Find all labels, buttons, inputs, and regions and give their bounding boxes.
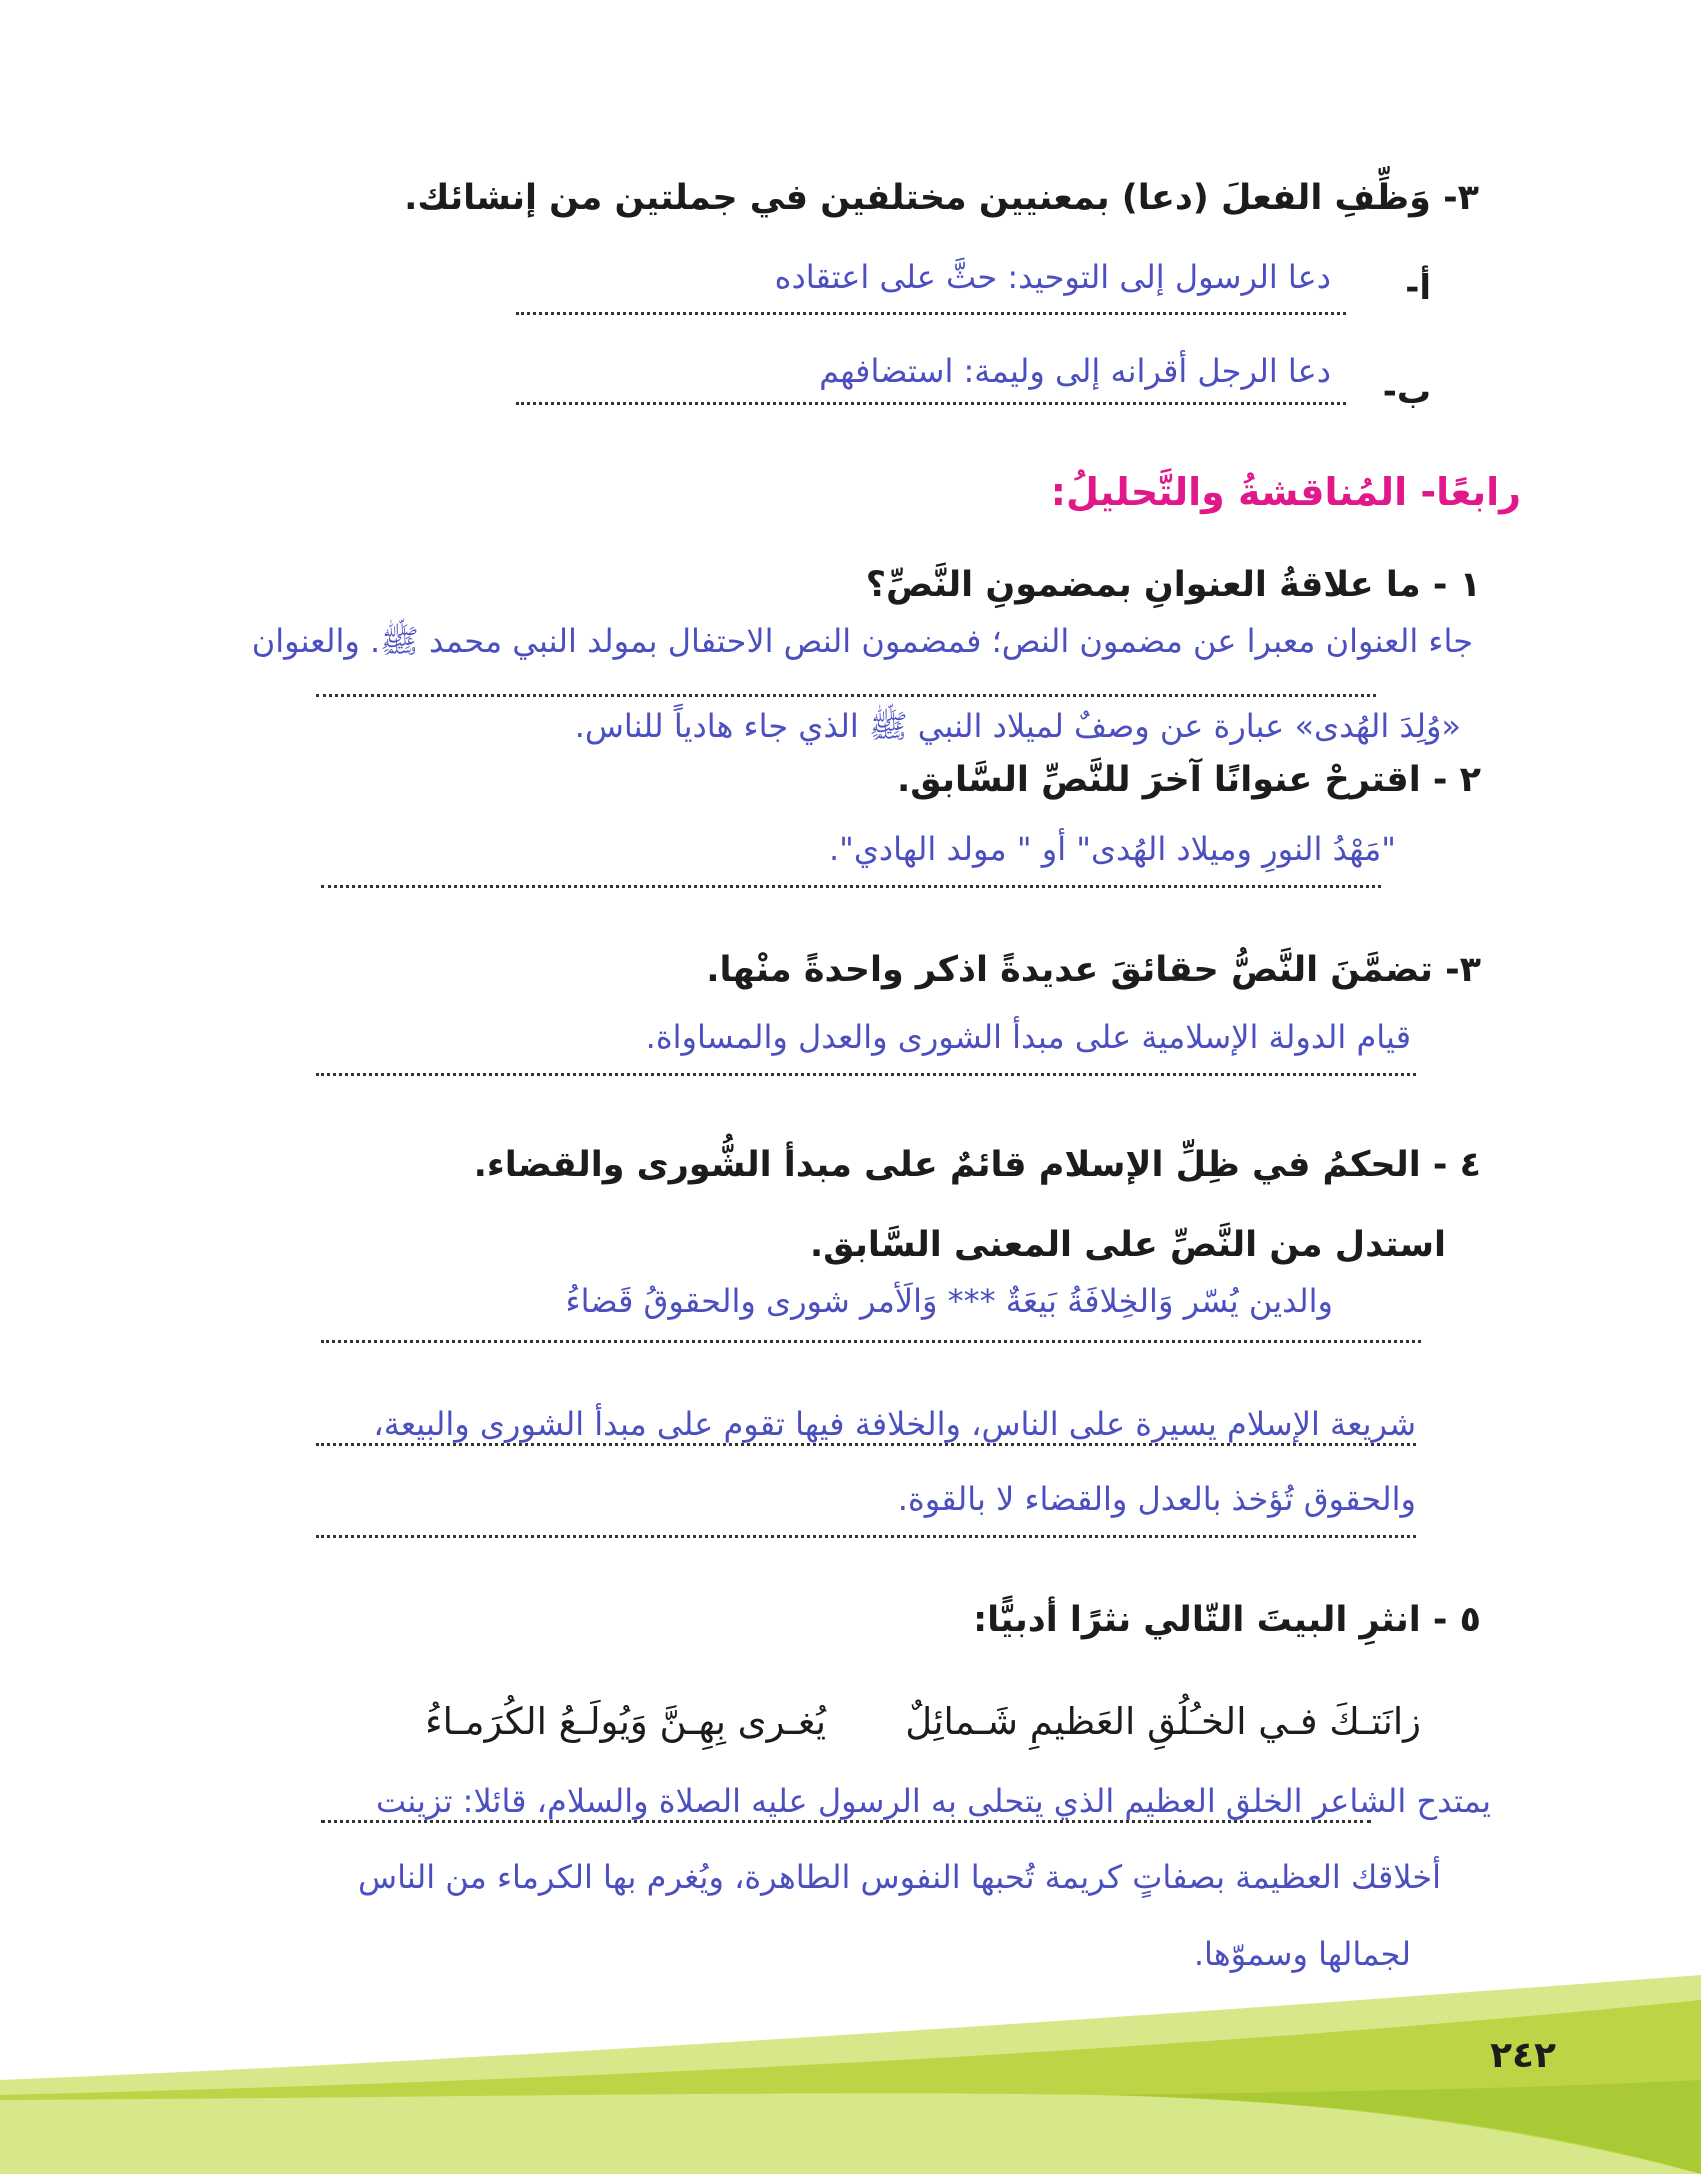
answer-1-line1: جاء العنوان معبرا عن مضمون النص؛ فمضمون النص الاحتفال بمولد النبي محمد ﷺ. والعنوان bbox=[251, 622, 1473, 660]
question-1: ١ - ما علاقةُ العنوانِ بمضمونِ النَّصِّ؟ bbox=[865, 565, 1481, 605]
answer-4-line1: شريعة الإسلام يسيرة على الناس، والخلافة فيها تقوم على مبدأ الشورى والبيعة، bbox=[373, 1405, 1416, 1443]
question-4: ٤ - الحكمُ في ظِلِّ الإسلام قائمٌ على مبدأ الشُّورى والقضاء. bbox=[473, 1145, 1481, 1185]
answer-4-line2: والحقوق تُؤخذ بالعدل والقضاء لا بالقوة. bbox=[897, 1480, 1416, 1518]
verse-second-half: يُغـرى بِهِـنَّ وَيُولَـعُ الكُرَمـاءُ bbox=[425, 1700, 826, 1743]
answer-2: "مَهْدُ النورِ وميلاد الهُدى" أو " مولد الهادي". bbox=[828, 830, 1396, 868]
answer-5-line1: يمتدح الشاعر الخلق العظيم الذي يتحلى به الرسول عليه الصلاة والسلام، قائلا: تزينت bbox=[375, 1782, 1491, 1820]
question-3-top: ٣- وَظِّفِ الفعلَ (دعا) بمعنيين مختلفين في جملتين من إنشائك. bbox=[404, 178, 1479, 218]
answer-line bbox=[321, 1340, 1421, 1343]
question-4-sub: استدل من النَّصِّ على المعنى السَّابق. bbox=[809, 1225, 1446, 1265]
answer-5-line3: لجمالها وسموّها. bbox=[1193, 1935, 1411, 1973]
answer-3b: دعا الرجل أقرانه إلى وليمة: استضافهم bbox=[819, 352, 1331, 390]
answer-line bbox=[516, 402, 1346, 405]
answer-line bbox=[321, 885, 1381, 888]
page-number: ٢٤٢ bbox=[1490, 2035, 1556, 2076]
answer-4-verse: والدين يُسّر وَالخِلافَةُ بَيعَةٌ *** وَالَأمر شورى والحقوقُ قَضاءُ bbox=[565, 1282, 1333, 1320]
section-heading: رابعًا- المُناقشةُ والتَّحليلُ: bbox=[1050, 470, 1521, 514]
answer-line bbox=[321, 1820, 1371, 1823]
question-3: ٣- تضمَّنَ النَّصُّ حقائقَ عديدةً اذكر واحدةً منْها. bbox=[706, 950, 1481, 990]
item-letter-b: ب- bbox=[1382, 372, 1431, 412]
answer-1-line2: «وُلِدَ الهُدى» عبارة عن وصفٌ لميلاد النبي ﷺ الذي جاء هادياً للناس. bbox=[574, 707, 1461, 745]
answer-5-line2: أخلاقك العظيمة بصفاتٍ كريمة تُحبها النفوس الطاهرة، ويُغرم بها الكرماء من الناس bbox=[358, 1858, 1441, 1896]
question-5: ٥ - انثرِ البيتَ التّالي نثرًا أدبيًّا: bbox=[973, 1600, 1481, 1640]
answer-line bbox=[316, 1073, 1416, 1076]
answer-line bbox=[316, 694, 1376, 697]
verse-first-half: زانَتـكَ فـي الخـُلُقِ العَظيمِ شَـمائِلٌ bbox=[905, 1700, 1421, 1743]
question-2: ٢ - اقترحْ عنوانًا آخرَ للنَّصِّ السَّابق. bbox=[897, 760, 1481, 800]
answer-line bbox=[316, 1443, 1416, 1446]
answer-3: قيام الدولة الإسلامية على مبدأ الشورى والعدل والمساواة. bbox=[645, 1018, 1411, 1056]
item-letter-a: أ- bbox=[1405, 268, 1431, 308]
answer-line bbox=[316, 1535, 1416, 1538]
answer-3a: دعا الرسول إلى التوحيد: حثَّ على اعتقاده bbox=[774, 258, 1331, 296]
answer-line bbox=[516, 312, 1346, 315]
